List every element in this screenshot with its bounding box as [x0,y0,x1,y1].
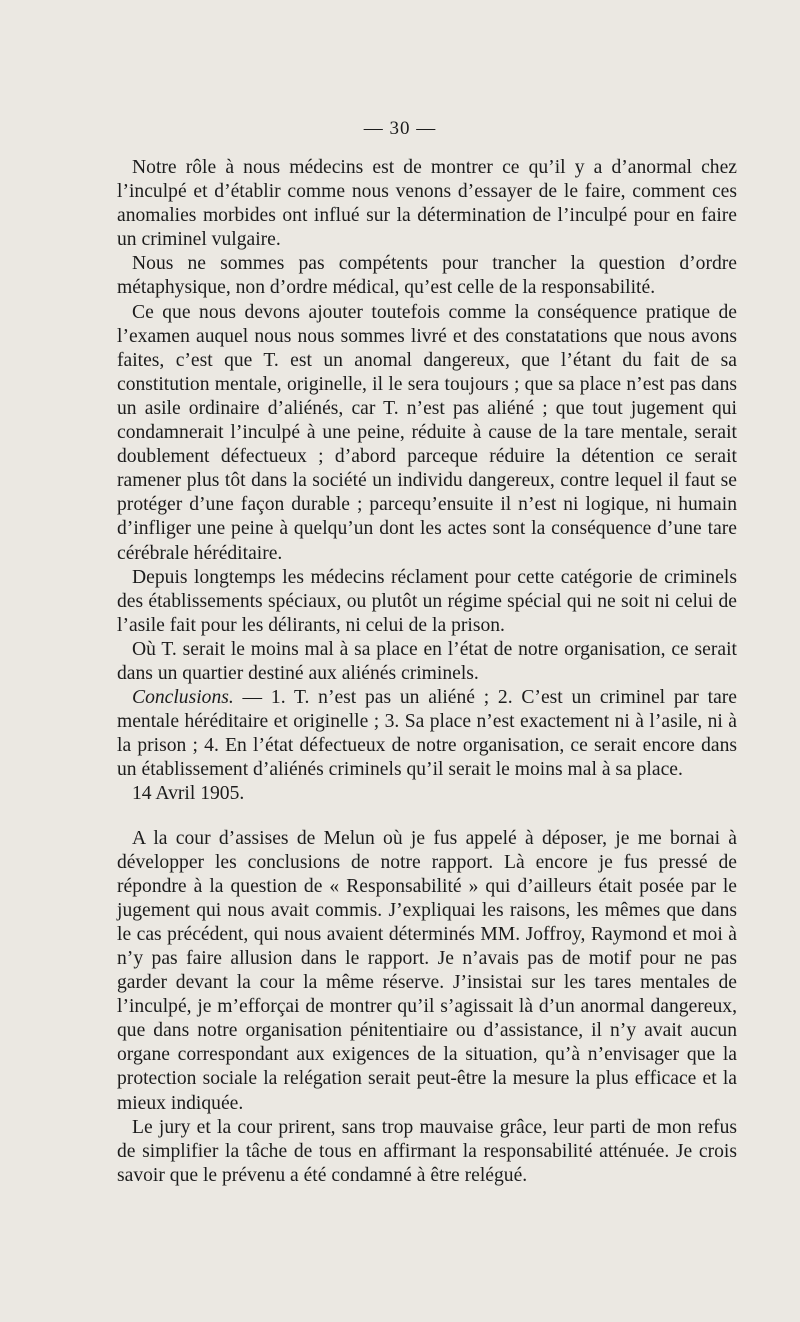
conclusions-text: — 1. T. n’est pas un aliéné ; 2. C’est un criminel par tare mentale héréditaire et originelle ; 3. Sa place n’est exactement ni à l’asile, ni à la prison ; 4. En l’état défectueux de notre organisation, ce serait encore dans un établissement d’aliénés criminels qu’il serait le moins mal à sa place. [117,687,737,781]
conclusions-paragraph [117,686,737,782]
conclusions-label: Conclusions. [132,687,234,709]
paragraph: Ce que nous devons ajouter toutefois comme la conséquence pratique de l’examen auquel nous nous sommes livré et des constatations que nous avons faites, c’est que T. est un anomal dangereux, que l’étant du fait de sa constitution mentale, originelle, il le sera toujours ; que sa place n’est pas dans un asile ordinaire d’aliénés, car T. n’est pas aliéné ; que tout jugement qui condamnerait l’inculpé à une peine, réduite à cause de la tare mentale, serait doublement défectueux ; d’abord parceque réduire la détention ce serait ramener plus tôt dans la société un individu dangereux, contre lequel il faut se protéger d’une façon durable ; parcequ’ensuite il n’est ni logique, ni humain d’infliger une peine à quelqu’un dont les actes sont la conséquence d’une tare cérébrale héréditaire. [117,301,737,564]
paragraph: Notre rôle à nous médecins est de montrer ce qu’il y a d’anormal chez l’inculpé et d’établir comme nous venons d’essayer de le faire, comment ces anomalies morbides ont influé sur la détermination de l’inculpé pour en faire un criminel vulgaire. [117,157,737,251]
report-date: 14 Avril 1905. [132,783,245,805]
paragraph: Où T. serait le moins mal à sa place en l’état de notre organisation, ce serait dans un quartier destiné aux aliénés criminels. [117,638,737,684]
section-spacer [117,807,737,827]
body-text [117,156,737,1188]
paragraph: A la cour d’assises de Melun où je fus appelé à déposer, je me bornai à développer les conclusions de notre rapport. Là encore je fus pressé de répondre à la question de « Responsabilité » qui d’ailleurs était posée par le jugement qui nous avait commis. J’expliquai les raisons, les mêmes que dans le cas précédent, qui nous avaient déterminés MM. Joffroy, Raymond et moi à n’y pas faire allusion dans le rapport. Je n’avais pas de motif pour ne pas garder devant la cour la même réserve. J’insistai sur les tares mentales de l’inculpé, je m’efforçai de montrer qu’il s’agissait là d’un anormal dangereux, que dans notre organisation pénitentiaire ou d’assistance, il n’y avait aucun organe correspondant aux exigences de la situation, qu’à n’envisager que la protection sociale la relégation serait peut-être la mesure la plus efficace et la mieux indiquée. [117,827,737,1114]
paragraph: Depuis longtemps les médecins réclament pour cette catégorie de criminels des établissements spéciaux, ou plutôt un régime spécial qui ne soit ni celui de l’asile fait pour les délirants, ni celui de la prison. [117,566,737,636]
page-number: — 30 — [363,118,437,139]
paragraph: Le jury et la cour prirent, sans trop mauvaise grâce, leur parti de mon refus de simplifier la tâche de tous en affirmant la responsabilité atténuée. Je crois savoir que le prévenu a été condamné à être relégué. [117,1116,737,1186]
paragraph: Nous ne sommes pas compétents pour trancher la question d’ordre métaphysique, non d’ordre médical, qu’est celle de la responsabilité. [117,253,737,299]
